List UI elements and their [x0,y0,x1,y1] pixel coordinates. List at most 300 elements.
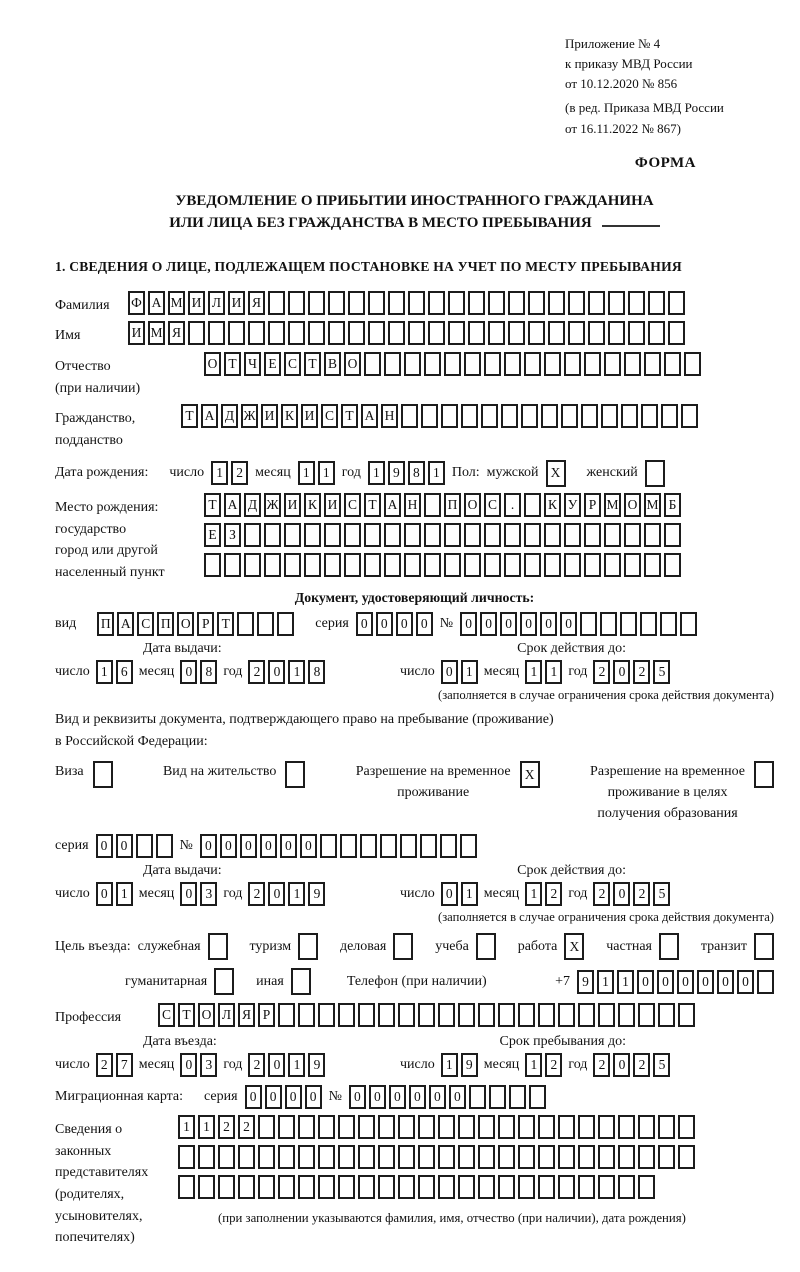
char-cell[interactable]: 0 [409,1085,426,1109]
char-cell[interactable]: И [188,291,205,315]
char-cell[interactable] [489,1085,506,1109]
char-cell[interactable] [424,493,441,517]
patronymic-input[interactable] [204,352,701,376]
char-cell[interactable] [558,1175,575,1199]
char-cell[interactable] [384,553,401,577]
char-cell[interactable]: Д [221,404,238,428]
char-cell[interactable]: 0 [268,882,285,906]
char-cell[interactable] [428,321,445,345]
char-cell[interactable] [501,404,518,428]
char-cell[interactable] [277,612,294,636]
char-cell[interactable] [628,321,645,345]
char-cell[interactable]: 1 [116,882,133,906]
char-cell[interactable] [508,291,525,315]
char-cell[interactable] [378,1175,395,1199]
char-cell[interactable]: 0 [268,1053,285,1077]
char-cell[interactable]: У [564,493,581,517]
char-cell[interactable] [285,761,305,788]
mc-number-input[interactable] [349,1085,546,1109]
char-cell[interactable]: 5 [653,660,670,684]
char-cell[interactable]: 1 [368,461,385,485]
char-cell[interactable]: О [464,493,481,517]
char-cell[interactable]: С [158,1003,175,1027]
char-cell[interactable]: . [504,493,521,517]
char-cell[interactable] [478,1115,495,1139]
char-cell[interactable] [648,291,665,315]
char-cell[interactable] [668,321,685,345]
char-cell[interactable] [538,1003,555,1027]
identity-valid-day[interactable] [441,660,478,684]
char-cell[interactable]: 0 [285,1085,302,1109]
char-cell[interactable]: Ф [128,291,145,315]
char-cell[interactable]: Н [381,404,398,428]
char-cell[interactable]: 3 [200,1053,217,1077]
char-cell[interactable]: 0 [376,612,393,636]
char-cell[interactable] [588,291,605,315]
char-cell[interactable] [601,404,618,428]
char-cell[interactable]: О [177,612,194,636]
char-cell[interactable]: А [361,404,378,428]
char-cell[interactable]: Ч [244,352,261,376]
char-cell[interactable]: 0 [560,612,577,636]
char-cell[interactable] [524,352,541,376]
char-cell[interactable] [558,1003,575,1027]
char-cell[interactable] [218,1145,235,1169]
char-cell[interactable]: Т [217,612,234,636]
char-cell[interactable] [408,291,425,315]
char-cell[interactable] [645,460,665,487]
char-cell[interactable] [668,291,685,315]
char-cell[interactable] [458,1003,475,1027]
char-cell[interactable] [588,321,605,345]
char-cell[interactable] [257,612,274,636]
char-cell[interactable] [248,321,265,345]
char-cell[interactable]: К [281,404,298,428]
representatives-line3-input[interactable] [178,1175,695,1199]
char-cell[interactable]: 2 [545,882,562,906]
purpose-transit-checkbox[interactable] [754,933,774,960]
char-cell[interactable] [244,523,261,547]
char-cell[interactable] [338,1145,355,1169]
char-cell[interactable]: 1 [545,660,562,684]
res-issue-month[interactable] [180,882,217,906]
char-cell[interactable] [618,1115,635,1139]
char-cell[interactable]: 2 [231,461,248,485]
char-cell[interactable] [544,352,561,376]
char-cell[interactable] [468,291,485,315]
char-cell[interactable] [224,553,241,577]
char-cell[interactable]: X [546,460,566,487]
char-cell[interactable]: 0 [180,882,197,906]
char-cell[interactable]: 0 [260,834,277,858]
char-cell[interactable]: 0 [389,1085,406,1109]
char-cell[interactable] [318,1145,335,1169]
char-cell[interactable] [618,1145,635,1169]
char-cell[interactable] [424,523,441,547]
char-cell[interactable]: 0 [416,612,433,636]
char-cell[interactable]: 0 [268,660,285,684]
identity-valid-month[interactable] [525,660,562,684]
char-cell[interactable] [538,1145,555,1169]
char-cell[interactable]: 0 [460,612,477,636]
char-cell[interactable] [318,1175,335,1199]
char-cell[interactable] [418,1145,435,1169]
char-cell[interactable]: И [261,404,278,428]
char-cell[interactable] [258,1175,275,1199]
char-cell[interactable]: 0 [613,1053,630,1077]
char-cell[interactable] [584,523,601,547]
char-cell[interactable] [644,553,661,577]
char-cell[interactable]: 0 [677,970,694,994]
char-cell[interactable] [498,1175,515,1199]
char-cell[interactable]: Б [664,493,681,517]
char-cell[interactable] [438,1003,455,1027]
char-cell[interactable] [304,553,321,577]
char-cell[interactable] [284,523,301,547]
char-cell[interactable] [364,352,381,376]
char-cell[interactable] [524,493,541,517]
char-cell[interactable] [198,1145,215,1169]
char-cell[interactable] [458,1115,475,1139]
char-cell[interactable] [438,1175,455,1199]
doc-series-input[interactable] [356,612,433,636]
char-cell[interactable]: И [228,291,245,315]
char-cell[interactable] [93,761,113,788]
char-cell[interactable] [448,291,465,315]
char-cell[interactable] [464,523,481,547]
char-cell[interactable] [278,1003,295,1027]
char-cell[interactable]: Н [404,493,421,517]
char-cell[interactable] [318,1115,335,1139]
char-cell[interactable] [264,523,281,547]
char-cell[interactable] [538,1115,555,1139]
char-cell[interactable] [384,352,401,376]
char-cell[interactable]: 2 [238,1115,255,1139]
mc-series-input[interactable] [245,1085,322,1109]
res-valid-month[interactable] [525,882,562,906]
char-cell[interactable]: 0 [200,834,217,858]
char-cell[interactable] [404,553,421,577]
char-cell[interactable] [238,1145,255,1169]
res-issue-year[interactable] [248,882,325,906]
char-cell[interactable] [418,1175,435,1199]
char-cell[interactable] [288,321,305,345]
char-cell[interactable] [338,1003,355,1027]
stay-day[interactable] [441,1053,478,1077]
char-cell[interactable] [604,553,621,577]
res-valid-year[interactable] [593,882,670,906]
char-cell[interactable] [438,1115,455,1139]
char-cell[interactable] [308,321,325,345]
res-issue-day[interactable] [96,882,133,906]
char-cell[interactable]: 1 [597,970,614,994]
char-cell[interactable]: 6 [116,660,133,684]
char-cell[interactable] [208,321,225,345]
char-cell[interactable] [344,553,361,577]
char-cell[interactable] [378,1003,395,1027]
char-cell[interactable] [156,834,173,858]
char-cell[interactable]: С [484,493,501,517]
char-cell[interactable] [358,1115,375,1139]
char-cell[interactable]: 0 [540,612,557,636]
char-cell[interactable] [258,1145,275,1169]
char-cell[interactable] [244,553,261,577]
char-cell[interactable]: 9 [308,882,325,906]
identity-issue-day[interactable] [96,660,133,684]
char-cell[interactable] [420,834,437,858]
char-cell[interactable] [424,553,441,577]
char-cell[interactable] [488,291,505,315]
char-cell[interactable]: 0 [220,834,237,858]
char-cell[interactable]: 2 [593,660,610,684]
char-cell[interactable] [464,352,481,376]
char-cell[interactable]: 0 [613,882,630,906]
char-cell[interactable] [264,553,281,577]
char-cell[interactable] [388,321,405,345]
char-cell[interactable]: С [284,352,301,376]
char-cell[interactable]: О [198,1003,215,1027]
char-cell[interactable]: Ж [241,404,258,428]
char-cell[interactable] [444,352,461,376]
char-cell[interactable] [604,523,621,547]
profession-input[interactable] [158,1003,695,1027]
char-cell[interactable]: Я [168,321,185,345]
char-cell[interactable] [461,404,478,428]
char-cell[interactable]: А [224,493,241,517]
char-cell[interactable] [524,553,541,577]
birthplace-line3-input[interactable] [204,553,681,577]
char-cell[interactable] [428,291,445,315]
char-cell[interactable] [338,1175,355,1199]
char-cell[interactable] [278,1145,295,1169]
char-cell[interactable]: Я [248,291,265,315]
char-cell[interactable]: 0 [300,834,317,858]
char-cell[interactable] [441,404,458,428]
gender-female-checkbox[interactable] [645,460,665,487]
char-cell[interactable] [404,523,421,547]
char-cell[interactable] [600,612,617,636]
char-cell[interactable]: 9 [577,970,594,994]
char-cell[interactable] [584,352,601,376]
char-cell[interactable] [638,1145,655,1169]
char-cell[interactable]: 0 [500,612,517,636]
char-cell[interactable]: Т [304,352,321,376]
char-cell[interactable] [398,1115,415,1139]
char-cell[interactable] [358,1145,375,1169]
char-cell[interactable]: 3 [200,882,217,906]
char-cell[interactable]: К [544,493,561,517]
char-cell[interactable]: Е [264,352,281,376]
char-cell[interactable]: 1 [318,461,335,485]
char-cell[interactable]: 2 [633,1053,650,1077]
stay-month[interactable] [525,1053,562,1077]
char-cell[interactable]: Е [204,523,221,547]
citizenship-input[interactable] [181,404,698,428]
char-cell[interactable] [364,523,381,547]
char-cell[interactable] [358,1175,375,1199]
char-cell[interactable] [364,553,381,577]
char-cell[interactable] [388,291,405,315]
purpose-commercial-checkbox[interactable] [393,933,413,960]
char-cell[interactable] [757,970,774,994]
char-cell[interactable]: 0 [356,612,373,636]
char-cell[interactable] [684,352,701,376]
char-cell[interactable] [624,553,641,577]
char-cell[interactable] [678,1115,695,1139]
char-cell[interactable]: Р [197,612,214,636]
char-cell[interactable] [624,523,641,547]
char-cell[interactable] [348,321,365,345]
char-cell[interactable] [564,352,581,376]
char-cell[interactable] [518,1145,535,1169]
char-cell[interactable] [368,291,385,315]
char-cell[interactable] [538,1175,555,1199]
char-cell[interactable]: 1 [461,660,478,684]
char-cell[interactable] [358,1003,375,1027]
char-cell[interactable] [418,1003,435,1027]
char-cell[interactable] [608,321,625,345]
char-cell[interactable] [564,553,581,577]
char-cell[interactable]: 0 [240,834,257,858]
char-cell[interactable] [518,1115,535,1139]
purpose-private-checkbox[interactable] [659,933,679,960]
char-cell[interactable] [308,291,325,315]
char-cell[interactable] [528,321,545,345]
doc-number-input[interactable] [460,612,697,636]
entry-day[interactable] [96,1053,133,1077]
char-cell[interactable]: 2 [248,882,265,906]
char-cell[interactable]: 0 [637,970,654,994]
char-cell[interactable]: 0 [180,660,197,684]
char-cell[interactable] [580,612,597,636]
char-cell[interactable] [638,1175,655,1199]
char-cell[interactable] [298,933,318,960]
char-cell[interactable]: С [344,493,361,517]
char-cell[interactable] [324,553,341,577]
char-cell[interactable] [681,404,698,428]
char-cell[interactable]: К [304,493,321,517]
char-cell[interactable] [598,1175,615,1199]
char-cell[interactable] [658,1115,675,1139]
char-cell[interactable] [340,834,357,858]
char-cell[interactable] [620,612,637,636]
char-cell[interactable]: Я [238,1003,255,1027]
char-cell[interactable]: 2 [96,1053,113,1077]
char-cell[interactable] [344,523,361,547]
firstname-input[interactable] [128,321,685,345]
char-cell[interactable] [518,1175,535,1199]
char-cell[interactable]: 0 [396,612,413,636]
char-cell[interactable] [664,352,681,376]
char-cell[interactable]: 0 [265,1085,282,1109]
char-cell[interactable]: 0 [245,1085,262,1109]
char-cell[interactable]: 5 [653,1053,670,1077]
char-cell[interactable]: 5 [653,882,670,906]
char-cell[interactable] [298,1003,315,1027]
char-cell[interactable] [228,321,245,345]
char-cell[interactable] [404,352,421,376]
char-cell[interactable] [348,291,365,315]
char-cell[interactable] [564,523,581,547]
char-cell[interactable] [618,1175,635,1199]
char-cell[interactable]: 1 [288,882,305,906]
char-cell[interactable]: 1 [461,882,478,906]
identity-issue-year[interactable] [248,660,325,684]
char-cell[interactable] [424,352,441,376]
char-cell[interactable] [678,1145,695,1169]
res-series-input[interactable] [96,834,173,858]
purpose-business-checkbox[interactable] [208,933,228,960]
birth-year-input[interactable] [368,461,445,485]
char-cell[interactable] [208,933,228,960]
char-cell[interactable] [544,523,561,547]
identity-issue-month[interactable] [180,660,217,684]
char-cell[interactable] [558,1145,575,1169]
char-cell[interactable]: Т [181,404,198,428]
char-cell[interactable]: 8 [308,660,325,684]
char-cell[interactable]: 0 [697,970,714,994]
char-cell[interactable] [460,834,477,858]
char-cell[interactable]: X [564,933,584,960]
temp-residence-checkbox[interactable] [520,761,540,788]
char-cell[interactable] [398,1145,415,1169]
char-cell[interactable] [464,553,481,577]
char-cell[interactable]: 1 [288,660,305,684]
char-cell[interactable]: В [324,352,341,376]
char-cell[interactable] [504,553,521,577]
gender-male-checkbox[interactable] [546,460,566,487]
char-cell[interactable]: 2 [633,882,650,906]
char-cell[interactable] [398,1175,415,1199]
char-cell[interactable] [664,553,681,577]
char-cell[interactable]: 1 [428,461,445,485]
char-cell[interactable] [641,404,658,428]
char-cell[interactable] [664,523,681,547]
char-cell[interactable] [478,1175,495,1199]
char-cell[interactable] [658,1003,675,1027]
char-cell[interactable]: А [201,404,218,428]
purpose-other-checkbox[interactable] [291,968,311,995]
char-cell[interactable]: 1 [525,660,542,684]
char-cell[interactable] [237,612,254,636]
char-cell[interactable] [624,352,641,376]
char-cell[interactable]: 0 [480,612,497,636]
birth-month-input[interactable] [298,461,335,485]
purpose-study-checkbox[interactable] [476,933,496,960]
char-cell[interactable] [584,553,601,577]
char-cell[interactable] [258,1115,275,1139]
char-cell[interactable] [393,933,413,960]
identity-valid-year[interactable] [593,660,670,684]
char-cell[interactable]: 2 [248,660,265,684]
char-cell[interactable] [298,1175,315,1199]
char-cell[interactable] [628,291,645,315]
char-cell[interactable]: И [128,321,145,345]
char-cell[interactable]: П [444,493,461,517]
char-cell[interactable] [754,933,774,960]
char-cell[interactable] [268,321,285,345]
char-cell[interactable] [544,553,561,577]
char-cell[interactable]: 0 [441,660,458,684]
char-cell[interactable] [444,523,461,547]
char-cell[interactable]: А [148,291,165,315]
char-cell[interactable] [468,321,485,345]
char-cell[interactable]: 0 [737,970,754,994]
char-cell[interactable] [638,1003,655,1027]
char-cell[interactable]: Л [208,291,225,315]
char-cell[interactable] [498,1145,515,1169]
char-cell[interactable] [421,404,438,428]
